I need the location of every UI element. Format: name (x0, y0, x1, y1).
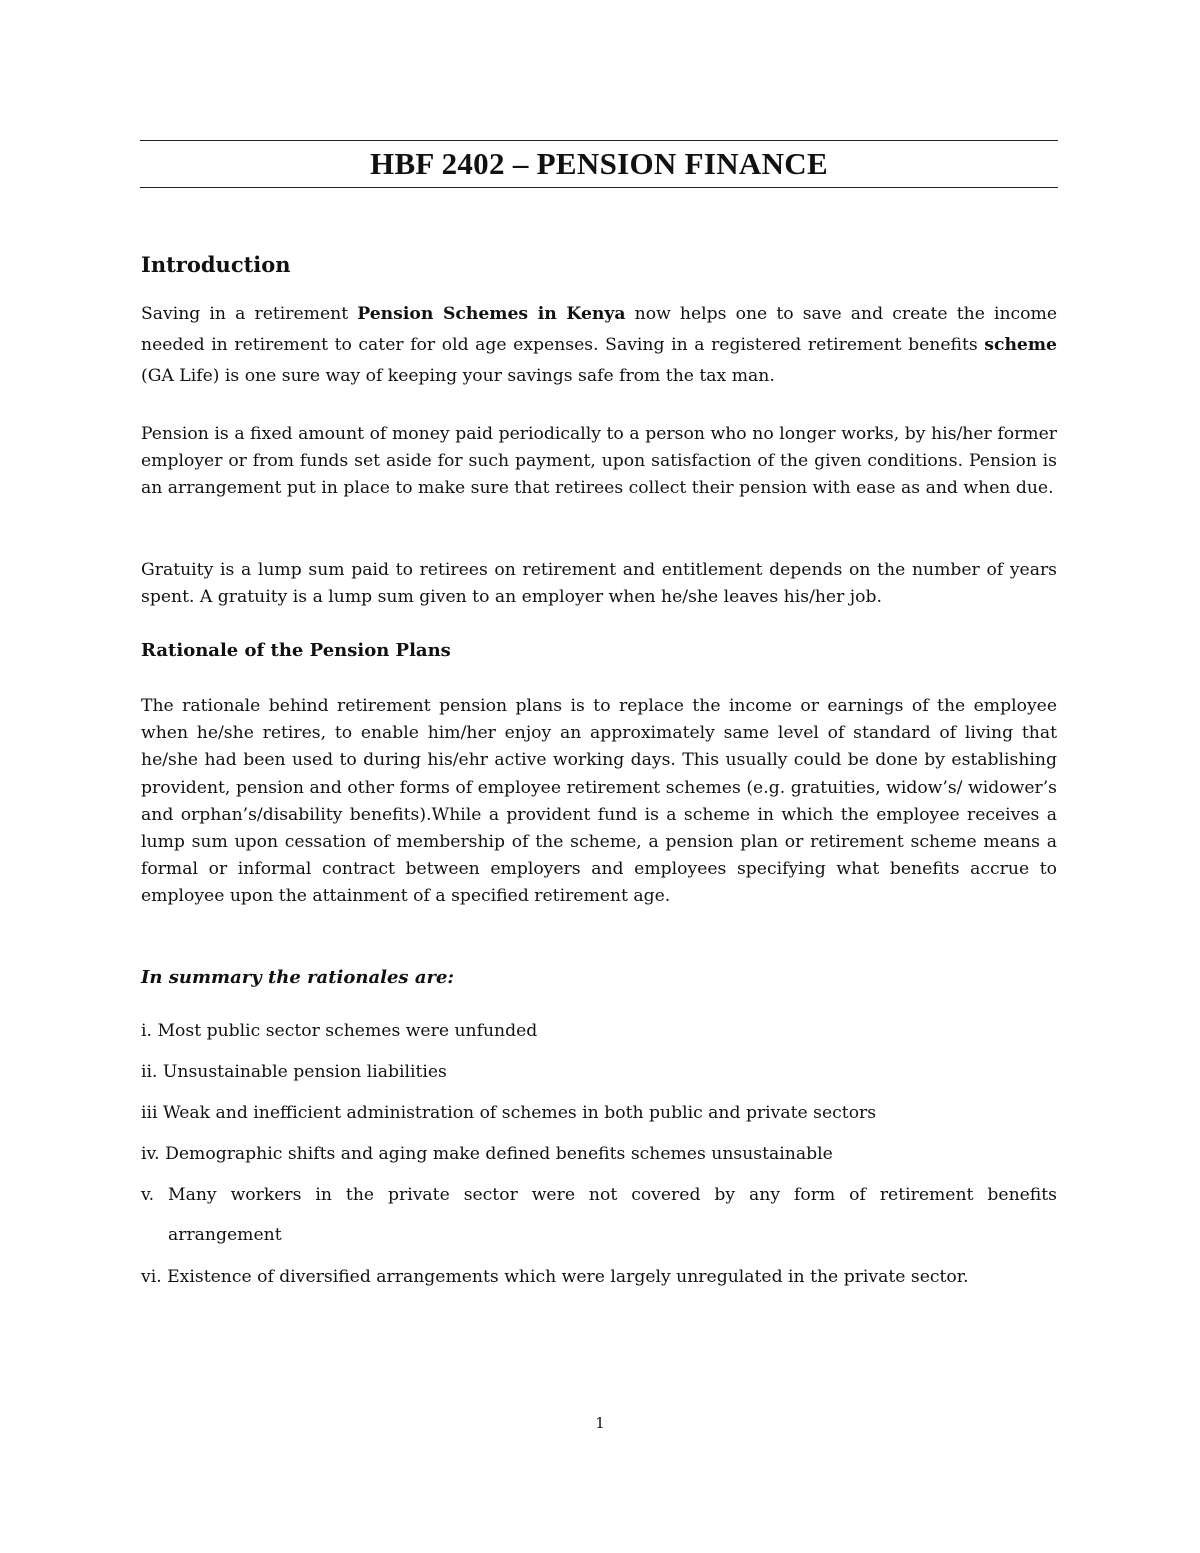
document-title: HBF 2402 – PENSION FINANCE (370, 146, 828, 181)
list-item-text: Most public sector schemes were unfunded (157, 1021, 538, 1041)
page-number: 1 (595, 1414, 605, 1432)
intro-p1-text-1: Saving in a retirement (141, 304, 358, 324)
introduction-paragraph-1 (141, 299, 1057, 392)
introduction-paragraph-2: Pension is a fixed amount of money paid periodically to a person who no longer works, by his/her former employer or from funds set aside for such payment, upon satisfaction of the given conditions. Pension is an arrangement put in place to make sure that retirees collect their pension with ease as and when due. (141, 424, 1057, 499)
list-item (141, 1052, 1057, 1092)
list-item-number: i. (141, 1021, 158, 1041)
title-block (140, 140, 1058, 188)
list-item-number: v. (141, 1185, 160, 1205)
intro-p1-text-2: now helps one to save and create the income needed in retirement to cater for old age expenses. Saving in a registered retirement benefits (141, 304, 1058, 355)
intro-p1-bold-1: Pension Schemes in Kenya (357, 304, 626, 324)
list-item-text: Weak and inefficient administration of schemes in both public and private sectors (162, 1103, 877, 1123)
introduction-paragraph-3: Gratuity is a lump sum paid to retirees on retirement and entitlement depends on the number of years spent. A gratuity is a lump sum given to an employer when he/she leaves his/her job. (141, 560, 1057, 608)
list-item (141, 1093, 1057, 1133)
summary-heading: In summary the rationales are: (141, 967, 455, 988)
intro-p1-bold-2: scheme (984, 335, 1057, 355)
list-item (141, 1257, 1057, 1297)
rationale-heading: Rationale of the Pension Plans (141, 640, 451, 661)
list-item-number: iii (141, 1103, 163, 1123)
list-item-text: Many workers in the private sector were not covered by any form of retirement benefits arrangement (168, 1185, 1057, 1245)
introduction-heading: Introduction (141, 252, 291, 277)
list-item-number: vi. (141, 1267, 168, 1287)
list-item (141, 1011, 1057, 1051)
list-item-text: Unsustainable pension liabilities (162, 1062, 447, 1082)
list-item-text: Existence of diversified arrangements which were largely unregulated in the private sector. (167, 1267, 969, 1287)
list-item (141, 1175, 1057, 1255)
rationale-paragraph: The rationale behind retirement pension plans is to replace the income or earnings of the employee when he/she retires, to enable him/her enjoy an approximately same level of standard of living that he/she had been used to during his/ehr active working days. This usually could be done by establishing provident, pension and other forms of employee retirement schemes (e.g. gratuities, widow’s/ widower’s and orphan’s/disability benefits).While a provident fund is a scheme in which the employee receives a lump sum upon cessation of membership of the scheme, a pension plan or retirement scheme means a formal or informal contract between employers and employees specifying what benefits accrue to employee upon the attainment of a specified retirement age. (141, 696, 1057, 907)
list-item (141, 1134, 1057, 1174)
intro-p1-text-3: (GA Life) is one sure way of keeping your savings safe from the tax man. (141, 366, 775, 386)
list-item-number: ii. (141, 1062, 163, 1082)
list-item-number: iv. (141, 1144, 166, 1164)
list-item-text: Demographic shifts and aging make defined benefits schemes unsustainable (165, 1144, 833, 1164)
